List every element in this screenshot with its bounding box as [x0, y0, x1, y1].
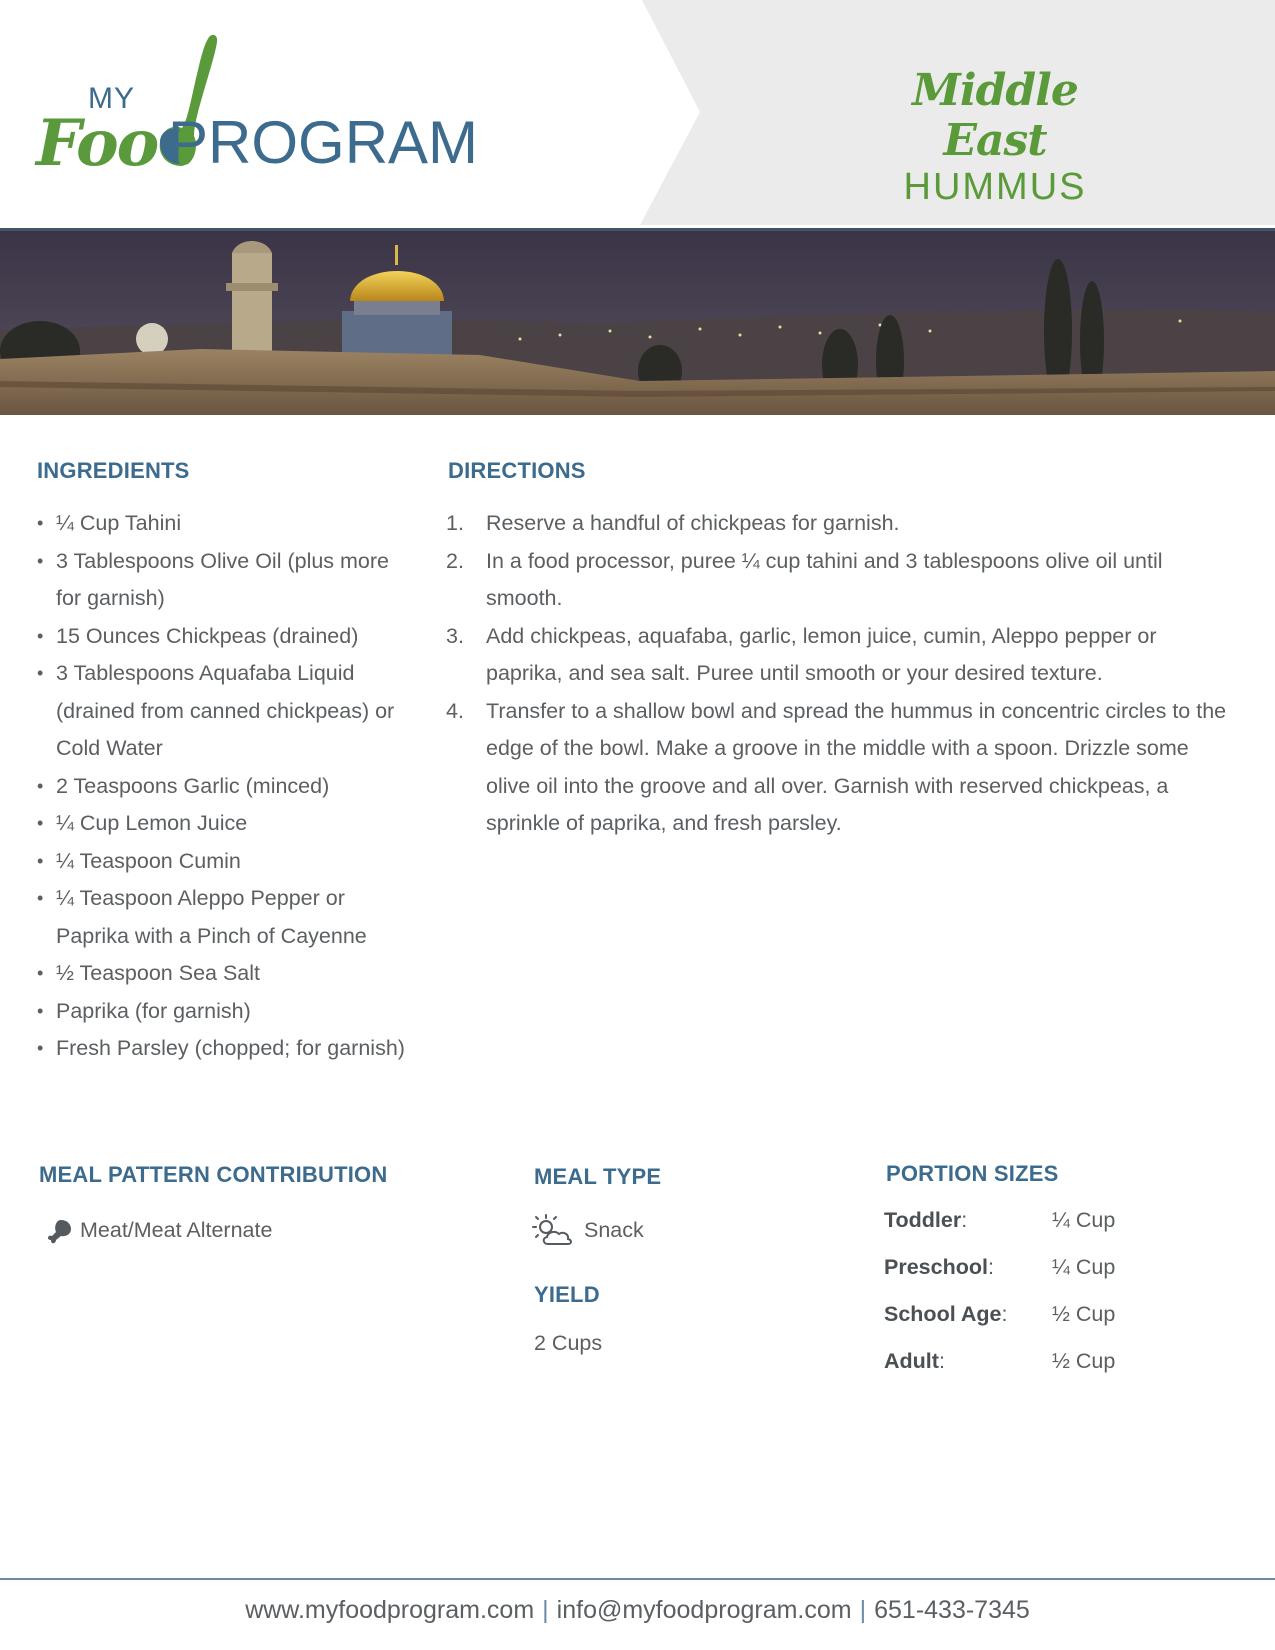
list-item: • ¼ Cup Tahini: [36, 505, 416, 543]
step-number: 1.: [446, 511, 464, 535]
footer-divider: [0, 1578, 1275, 1580]
directions-heading: DIRECTIONS: [448, 458, 586, 483]
list-item: • 3 Tablespoons Aquafaba Liquid (drained from canned chickpeas) or Cold Water: [36, 655, 416, 768]
logo-foo: Foo: [36, 106, 158, 181]
meal-type-label: Snack: [584, 1218, 644, 1242]
footer-website-link[interactable]: www.myfoodprogram.com: [245, 1596, 535, 1624]
ingredients-heading: INGREDIENTS: [37, 458, 190, 483]
logo-program: PROGRAM: [168, 109, 479, 176]
list-item: [446, 693, 1236, 843]
portion-label-text: School Age: [884, 1302, 1002, 1326]
portion-label: Toddler:: [884, 1208, 968, 1232]
banner-photo: [0, 228, 1275, 415]
step-number: 3.: [446, 623, 464, 648]
step-text: Transfer to a shallow bowl and spread the hummus in concentric circles to the edge of the bowl. Make a groove in the middle with a spoon. Drizzle some olive oil into the groove and all over. Garnish with reserved chickpeas, a sprinkle of paprika, and fresh parsley.: [486, 698, 1227, 835]
list-item: • Fresh Parsley (chopped; for garnish): [36, 1030, 416, 1068]
partly-cloudy-icon: [532, 1216, 574, 1246]
drumstick-icon: [46, 1216, 74, 1246]
footer-email-link[interactable]: info@myfoodprogram.com: [556, 1596, 852, 1624]
portion-label-text: Toddler: [884, 1208, 962, 1232]
portion-value: ¼ Cup: [1052, 1255, 1116, 1279]
list-item: • ½ Teaspoon Sea Salt: [36, 955, 416, 993]
meal-pattern-heading: MEAL PATTERN CONTRIBUTION: [39, 1162, 388, 1187]
list-item: • ¼ Cup Lemon Juice: [36, 805, 416, 843]
meal-pattern-item: [46, 1212, 272, 1250]
footer-phone[interactable]: 651-433-7345: [874, 1596, 1030, 1624]
directions-list: [446, 505, 1236, 843]
footer: [0, 1596, 1275, 1625]
meal-type-item: [532, 1212, 644, 1250]
ingredients-list: [36, 505, 416, 1068]
list-item: [446, 505, 1236, 543]
step-number: 2.: [446, 548, 464, 573]
list-item: [446, 618, 1236, 693]
portion-value: ¼ Cup: [1052, 1208, 1116, 1232]
table-row: [884, 1349, 1244, 1396]
portion-label: Adult:: [884, 1349, 945, 1373]
list-item: • ¼ Teaspoon Cumin: [36, 843, 416, 881]
footer-separator: |: [859, 1596, 867, 1624]
jerusalem-skyline-image: [0, 231, 1275, 415]
list-item: • 3 Tablespoons Olive Oil (plus more for garnish): [36, 543, 416, 618]
step-text: Reserve a handful of chickpeas for garnish.: [486, 511, 900, 535]
yield-value: 2 Cups: [534, 1331, 603, 1355]
header: [0, 0, 1275, 228]
yield-heading: YIELD: [534, 1282, 600, 1307]
table-row: [884, 1302, 1244, 1349]
portion-label: School Age:: [884, 1302, 1008, 1326]
step-text: Add chickpeas, aquafaba, garlic, lemon juice, cumin, Aleppo pepper or paprika, and sea salt. Puree until smooth or your desired texture.: [486, 623, 1157, 685]
list-item: [446, 543, 1236, 618]
step-text: In a food processor, puree ¼ cup tahini and 3 tablespoons olive oil until smooth.: [486, 548, 1163, 610]
meal-pattern-label: Meat/Meat Alternate: [80, 1218, 273, 1242]
portion-value: ½ Cup: [1052, 1349, 1116, 1373]
recipe-title-script: Middle East: [912, 65, 1078, 166]
portion-sizes-heading: PORTION SIZES: [886, 1161, 1059, 1186]
recipe-title-main: HUMMUS: [903, 166, 1087, 208]
table-row: [884, 1255, 1244, 1302]
portion-label: Preschool:: [884, 1255, 994, 1279]
portion-label-text: Preschool: [884, 1255, 988, 1279]
meal-type-heading: MEAL TYPE: [534, 1164, 662, 1189]
portion-value: ½ Cup: [1052, 1302, 1116, 1326]
recipe-title: [860, 66, 1130, 208]
list-item: • Paprika (for garnish): [36, 993, 416, 1031]
list-item: • 2 Teaspoons Garlic (minced): [36, 768, 416, 806]
footer-separator: |: [542, 1596, 549, 1624]
portion-label-text: Adult: [884, 1349, 939, 1373]
portion-sizes-table: [884, 1208, 1244, 1396]
step-number: 4.: [446, 698, 464, 723]
logo: [36, 34, 496, 181]
list-item: • ¼ Teaspoon Aleppo Pepper or Paprika with a Pinch of Cayenne: [36, 880, 416, 955]
logo-my: MY: [88, 82, 135, 115]
list-item: • 15 Ounces Chickpeas (drained): [36, 618, 416, 656]
table-row: [884, 1208, 1244, 1255]
